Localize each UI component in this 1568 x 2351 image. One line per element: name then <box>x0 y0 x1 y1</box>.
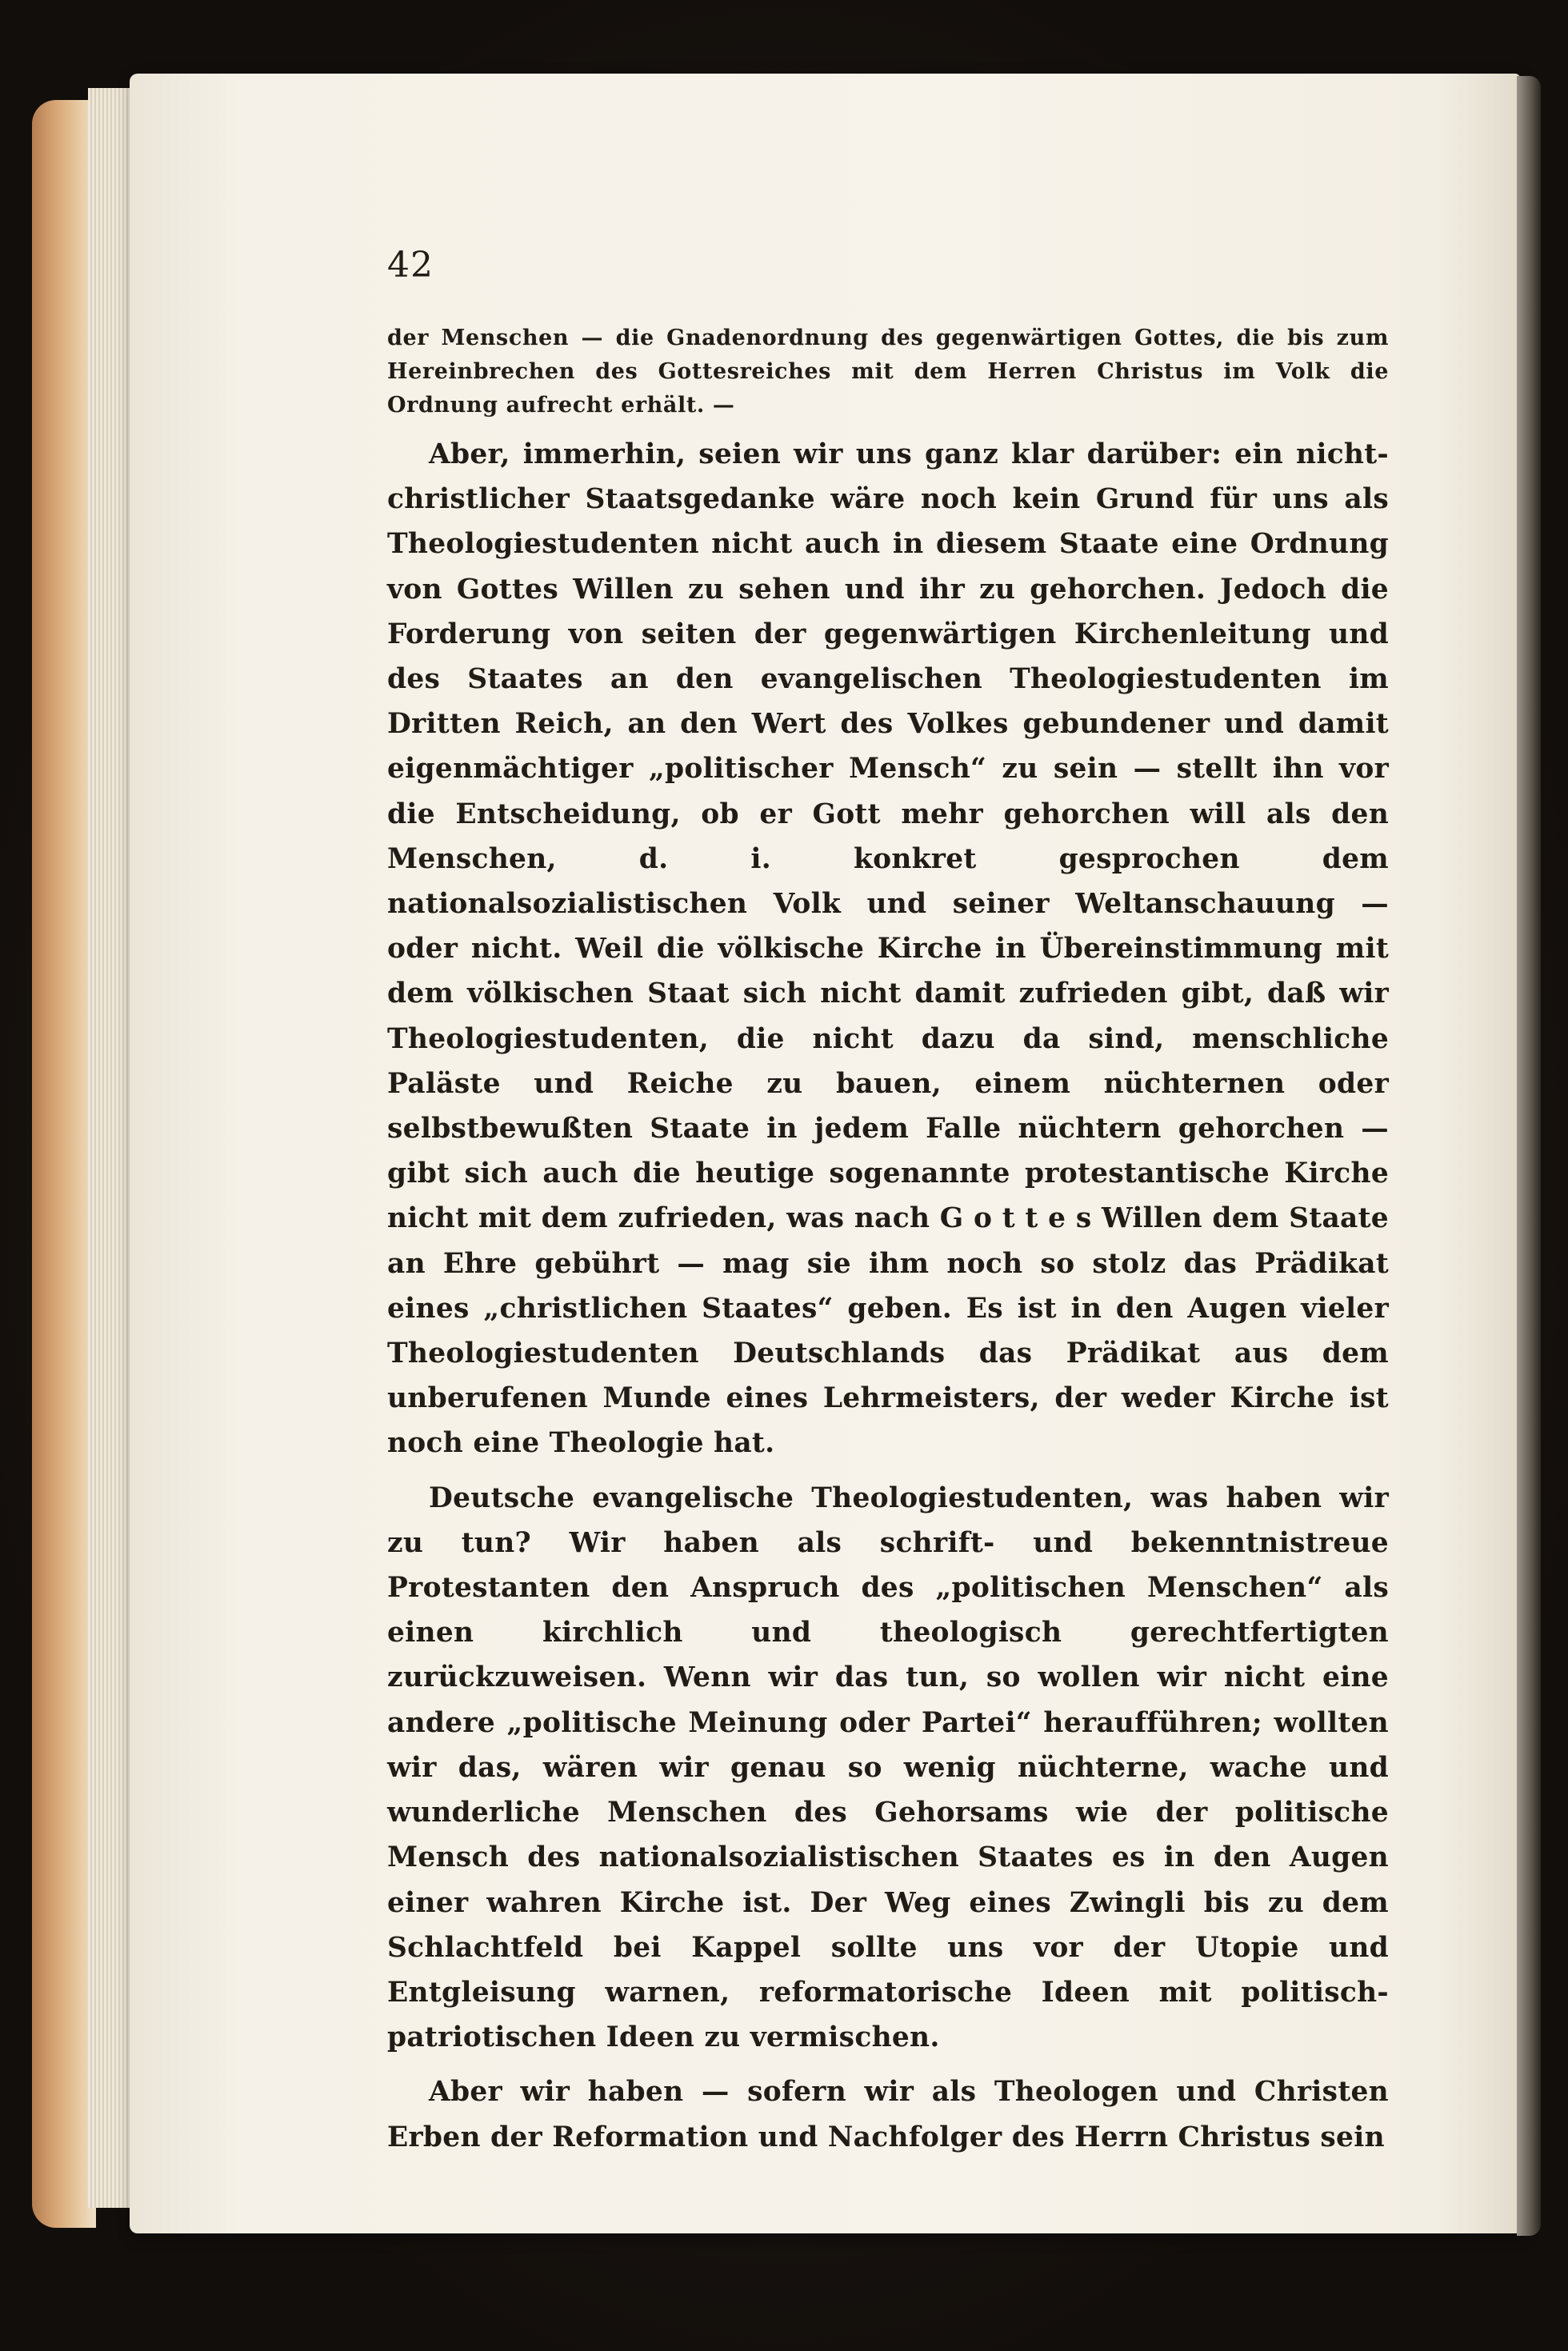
next-page-edge <box>1517 76 1541 2236</box>
paragraph-3: Aber wir haben — sofern wir als Theologen und Christen Erben der Reformation und Nachfolger des Herrn Christus sein <box>387 2076 1389 2153</box>
paragraph-2: Deutsche evangelische Theologiestudenten, was haben wir zu tun? Wir haben als schrift- und bekenntnistreue Protestanten den Anspruch des „politischen Menschen“ als einen kirchlich und theologisch gerechtfertigten zurückzuweisen. Wenn wir das tun, so wollen wir nicht eine andere „politische Meinung oder Partei“ heraufführen; wollten wir das, wären wir genau so wenig nüchterne, wache und wunderliche Menschen des Gehorsams wie der politische Mensch des nationalsozialistischen Staates es in den Augen einer wahren Kirche ist. Der Weg eines Zwingli bis zu dem Schlachtfeld bei Kappel sollte uns vor der Utopie und Entgleisung warnen, reformatorische Ideen mit politisch-patriotischen Ideen zu vermischen. <box>387 1481 1389 2054</box>
book-cover-edge <box>32 100 96 2228</box>
page-text-block <box>387 245 1389 2169</box>
page-stack-edge <box>88 88 136 2208</box>
intro-paragraph: der Menschen — die Gnadenordnung des gegenwärtigen Gottes, die bis zum Hereinbrechen des Gottesreiches mit dem Herren Christus im Volk die Ordnung aufrecht erhält. — <box>387 326 1389 418</box>
page-number: 42 <box>387 245 434 286</box>
paragraph-1: Aber, immerhin, seien wir uns ganz klar darüber: ein nicht-christlicher Staatsgedanke wäre noch kein Grund für uns als Theologiestudenten nicht auch in diesem Staate eine Ordnung von Gottes Willen zu sehen und ihr zu gehorchen. Jedoch die Forderung von seiten der gegenwärtigen Kirchenleitung und des Staates an den evangelischen Theologiestudenten im Dritten Reich, an den Wert des Volkes gebundener und damit eigenmächtiger „politischer Mensch“ zu sein — stellt ihn vor die Entscheidung, ob er Gott mehr gehorchen will als den Menschen, d. i. konkret gesprochen dem nationalsozialistischen Volk und seiner Weltanschauung — oder nicht. Weil die völkische Kirche in Übereinstimmung mit dem völkischen Staat sich nicht damit zufrieden gibt, daß wir Theologiestudenten, die nicht dazu da sind, menschliche Paläste und Reiche zu bauen, einem nüchternen oder selbstbewußten Staate in jedem Falle nüchtern gehorchen — gibt sich auch die heutige sogenannte protestantische Kirche nicht mit dem zufrieden, was nach G o t t e s Willen dem Staate an Ehre gebührt — mag sie ihm noch so stolz das Prädikat eines „christlichen Staates“ geben. Es ist in den Augen vieler Theologiestudenten Deutschlands das Prädikat aus dem unberufenen Munde eines Lehrmeisters, der weder Kirche ist noch eine Theologie hat. <box>387 438 1389 1460</box>
